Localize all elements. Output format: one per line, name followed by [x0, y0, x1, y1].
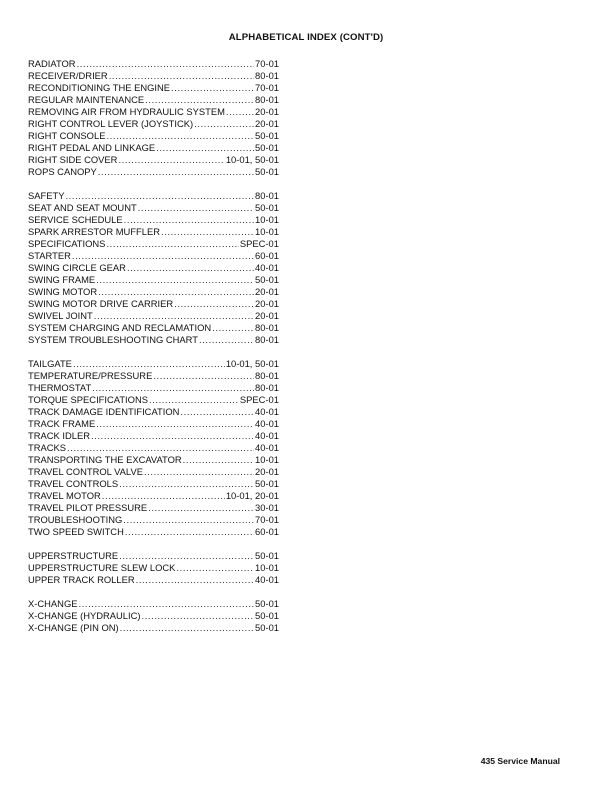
- index-entry-page: 50-01: [255, 598, 279, 609]
- index-entry-page: 70-01: [255, 82, 279, 93]
- index-entry-label: SAFETY: [28, 190, 65, 201]
- dot-leader: [136, 574, 254, 586]
- index-entry-label: SWING MOTOR DRIVE CARRIER: [28, 298, 174, 309]
- dot-leader: [67, 442, 254, 454]
- dot-leader: [199, 334, 254, 346]
- index-entry: [28, 82, 279, 94]
- index-entry-page: 40-01: [255, 262, 279, 273]
- dot-leader: [171, 82, 254, 94]
- index-entry-page: 50-01: [255, 202, 279, 213]
- dot-leader: [161, 226, 254, 238]
- index-entry-page: 50-01: [255, 130, 279, 141]
- dot-leader: [98, 166, 254, 178]
- dot-leader: [96, 418, 254, 430]
- footer-manual-title: 435 Service Manual: [480, 756, 560, 766]
- index-entry-page: 60-01: [255, 250, 279, 261]
- dot-leader: [212, 322, 254, 334]
- dot-leader: [145, 94, 254, 106]
- index-entry-label: X-CHANGE (PIN ON): [28, 622, 119, 633]
- index-entry-label: X-CHANGE (HYDRAULIC): [28, 610, 141, 621]
- index-entry: [28, 334, 279, 346]
- index-entry-page: 50-01: [255, 478, 279, 489]
- dot-leader: [156, 142, 254, 154]
- index-entry-label: TROUBLESHOOTING: [28, 514, 123, 525]
- index-entry-label: TRACKS: [28, 442, 67, 453]
- dot-leader: [118, 154, 224, 166]
- index-section: [28, 58, 279, 178]
- index-entry: [28, 442, 279, 454]
- dot-leader: [91, 430, 254, 442]
- dot-leader: [144, 466, 254, 478]
- index-entry-label: TRACK FRAME: [28, 418, 96, 429]
- index-entry-page: 80-01: [255, 334, 279, 345]
- index-entry-label: TRACK DAMAGE IDENTIFICATION: [28, 406, 180, 417]
- index-section: [28, 190, 279, 346]
- dot-leader: [109, 70, 254, 82]
- index-entry-page: 20-01: [255, 310, 279, 321]
- index-entry-label: STARTER: [28, 250, 71, 261]
- index-entry-label: TRACK IDLER: [28, 430, 90, 441]
- dot-leader: [72, 250, 254, 262]
- index-entry-label: SWING FRAME: [28, 274, 96, 285]
- dot-leader: [148, 502, 254, 514]
- index-entry-page: 40-01: [255, 442, 279, 453]
- index-entry-page: 20-01: [255, 118, 279, 129]
- page-title: ALPHABETICAL INDEX (CONT'D): [228, 32, 384, 43]
- index-entry: [28, 70, 279, 82]
- index-entry-label: REGULAR MAINTENANCE: [28, 94, 145, 105]
- dot-leader: [98, 286, 254, 298]
- index-entry: [28, 58, 279, 70]
- index-entry-label: RECEIVER/DRIER: [28, 70, 108, 81]
- index-entry: [28, 382, 279, 394]
- dot-leader: [153, 370, 254, 382]
- index-entry-page: 10-01: [255, 226, 279, 237]
- index-entry-page: 40-01: [255, 430, 279, 441]
- index-entry-label: SWIVEL JOINT: [28, 310, 93, 321]
- index-entry-label: SYSTEM TROUBLESHOOTING CHART: [28, 334, 198, 345]
- index-entry-page: 20-01: [255, 466, 279, 477]
- index-entry-page: 10-01: [255, 454, 279, 465]
- dot-leader: [120, 622, 254, 634]
- dot-leader: [138, 202, 254, 214]
- dot-leader: [119, 478, 254, 490]
- index-entry-label: RECONDITIONING THE ENGINE: [28, 82, 171, 93]
- index-entry: [28, 598, 279, 610]
- index-entry-page: 50-01: [255, 622, 279, 633]
- index-entry-page: 10-01: [255, 562, 279, 573]
- index-entry: [28, 466, 279, 478]
- index-entry: [28, 478, 279, 490]
- index-section: [28, 550, 279, 586]
- index-entry-label: TRAVEL MOTOR: [28, 490, 101, 501]
- dot-leader: [127, 262, 254, 274]
- index-entry-page: 80-01: [255, 382, 279, 393]
- dot-leader: [183, 454, 254, 466]
- dot-leader: [65, 190, 254, 202]
- index-entry-label: RIGHT CONTROL LEVER (JOYSTICK): [28, 118, 194, 129]
- index-entry: [28, 514, 279, 526]
- dot-leader: [124, 214, 254, 226]
- index-entry-page: 50-01: [255, 610, 279, 621]
- index-entry: [28, 622, 279, 634]
- index-entry: [28, 430, 279, 442]
- index-entry-label: TRAVEL PILOT PRESSURE: [28, 502, 148, 513]
- dot-leader: [77, 58, 254, 70]
- index-entry-label: RIGHT CONSOLE: [28, 130, 106, 141]
- index-entry: [28, 394, 279, 406]
- dot-leader: [106, 130, 254, 142]
- index-entry: [28, 118, 279, 130]
- index-entry: [28, 298, 279, 310]
- index-entry: [28, 226, 279, 238]
- index-entry-page: 50-01: [255, 274, 279, 285]
- index-entry-page: 80-01: [255, 94, 279, 105]
- index-entry: [28, 106, 279, 118]
- dot-leader: [180, 406, 254, 418]
- index-entry-label: SPECIFICATIONS: [28, 238, 106, 249]
- index-entry-page: 80-01: [255, 370, 279, 381]
- index-entry-label: TRANSPORTING THE EXCAVATOR: [28, 454, 182, 465]
- dot-leader: [106, 238, 238, 250]
- index-entry-label: SYSTEM CHARGING AND RECLAMATION: [28, 322, 212, 333]
- dot-leader: [174, 298, 254, 310]
- dot-leader: [123, 514, 254, 526]
- index-entry-label: UPPER TRACK ROLLER: [28, 574, 135, 585]
- index-entry-label: UPPERSTRUCTURE SLEW LOCK: [28, 562, 176, 573]
- index-entry-label: RIGHT PEDAL AND LINKAGE: [28, 142, 156, 153]
- index-entry: [28, 370, 279, 382]
- index-entry-label: TRAVEL CONTROLS: [28, 478, 119, 489]
- index-entry-page: 70-01: [255, 514, 279, 525]
- index-entry: [28, 526, 279, 538]
- index-entry-label: REMOVING AIR FROM HYDRAULIC SYSTEM: [28, 106, 225, 117]
- index-entry: [28, 130, 279, 142]
- dot-leader: [92, 382, 254, 394]
- index-entry-page: 40-01: [255, 406, 279, 417]
- index-entry-page: 10-01, 50-01: [225, 154, 279, 165]
- index-entry-page: 30-01: [255, 502, 279, 513]
- index-entry: [28, 262, 279, 274]
- index-entry-label: SEAT AND SEAT MOUNT: [28, 202, 137, 213]
- index-entry-label: SPARK ARRESTOR MUFFLER: [28, 226, 160, 237]
- dot-leader: [78, 598, 254, 610]
- dot-leader: [96, 274, 254, 286]
- dot-leader: [119, 550, 254, 562]
- index-entry: [28, 406, 279, 418]
- index-entry: [28, 142, 279, 154]
- index-entry: [28, 94, 279, 106]
- index-entry-label: RADIATOR: [28, 58, 76, 69]
- index-entry-label: TWO SPEED SWITCH: [28, 526, 124, 537]
- index-entry: [28, 574, 279, 586]
- index-entry: [28, 166, 279, 178]
- index-entry-label: SWING MOTOR: [28, 286, 98, 297]
- index-entry: [28, 502, 279, 514]
- index-entry: [28, 562, 279, 574]
- index-entry-page: 10-01, 50-01: [225, 358, 279, 369]
- index-entry-page: 10-01: [255, 214, 279, 225]
- index-entry: [28, 358, 279, 370]
- index-entry-page: 80-01: [255, 190, 279, 201]
- index-entry-page: 70-01: [255, 58, 279, 69]
- index-entry-label: THERMOSTAT: [28, 382, 92, 393]
- dot-leader: [125, 526, 254, 538]
- index-entry: [28, 310, 279, 322]
- index-entry: [28, 550, 279, 562]
- alphabetical-index: [28, 58, 279, 646]
- index-entry-page: SPEC-01: [239, 238, 279, 249]
- index-entry-page: 10-01, 20-01: [225, 490, 279, 501]
- dot-leader: [149, 394, 239, 406]
- dot-leader: [194, 118, 254, 130]
- index-entry-page: 40-01: [255, 574, 279, 585]
- index-entry: [28, 202, 279, 214]
- index-entry-label: SERVICE SCHEDULE: [28, 214, 123, 225]
- index-entry-page: SPEC-01: [239, 394, 279, 405]
- index-entry: [28, 274, 279, 286]
- index-entry-page: 20-01: [255, 298, 279, 309]
- index-entry-label: TEMPERATURE/PRESSURE: [28, 370, 153, 381]
- index-entry-page: 20-01: [255, 286, 279, 297]
- dot-leader: [226, 106, 254, 118]
- index-entry-page: 60-01: [255, 526, 279, 537]
- index-entry: [28, 418, 279, 430]
- index-entry: [28, 286, 279, 298]
- index-entry: [28, 490, 279, 502]
- dot-leader: [102, 490, 225, 502]
- index-entry-page: 80-01: [255, 70, 279, 81]
- index-entry-label: TAILGATE: [28, 358, 72, 369]
- dot-leader: [73, 358, 225, 370]
- index-entry-page: 40-01: [255, 418, 279, 429]
- index-entry: [28, 322, 279, 334]
- index-entry: [28, 154, 279, 166]
- index-entry-label: TORQUE SPECIFICATIONS: [28, 394, 148, 405]
- dot-leader: [94, 310, 254, 322]
- index-entry: [28, 190, 279, 202]
- index-entry-page: 20-01: [255, 106, 279, 117]
- index-entry-label: TRAVEL CONTROL VALVE: [28, 466, 143, 477]
- index-entry: [28, 454, 279, 466]
- index-entry-page: 50-01: [255, 166, 279, 177]
- index-entry-label: ROPS CANOPY: [28, 166, 97, 177]
- index-entry-label: X-CHANGE: [28, 598, 78, 609]
- index-entry-label: SWING CIRCLE GEAR: [28, 262, 126, 273]
- index-entry: [28, 610, 279, 622]
- index-section: [28, 358, 279, 538]
- dot-leader: [142, 610, 255, 622]
- index-entry-label: UPPERSTRUCTURE: [28, 550, 119, 561]
- index-entry: [28, 214, 279, 226]
- dot-leader: [176, 562, 254, 574]
- index-entry: [28, 238, 279, 250]
- index-entry-page: 50-01: [255, 550, 279, 561]
- index-entry-label: RIGHT SIDE COVER: [28, 154, 118, 165]
- index-section: [28, 598, 279, 634]
- index-entry-page: 80-01: [255, 322, 279, 333]
- index-entry: [28, 250, 279, 262]
- index-entry-page: 50-01: [255, 142, 279, 153]
